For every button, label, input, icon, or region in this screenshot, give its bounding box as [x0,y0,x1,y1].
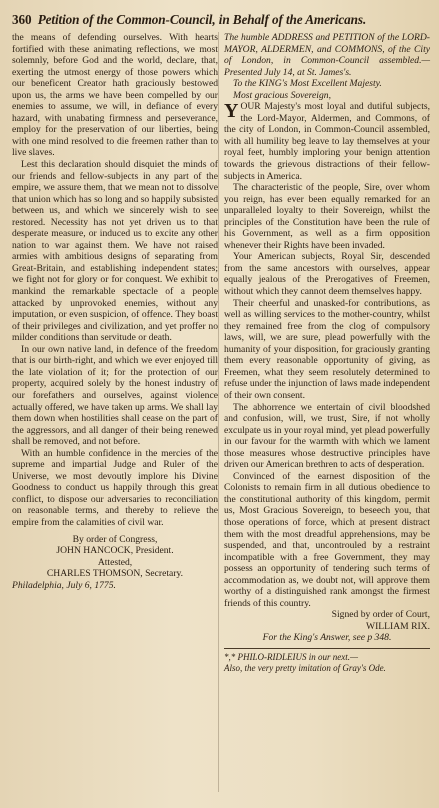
paragraph: Lest this declaration should disquiet the minds of our friends and fellow-subjects in any part of the empire, we assure them, that we mean not to dissolve that union which has so long and so happily subsisted between us, and which we sincerely wish to see restored. Necessity has not yet driven us to that desperate measure, or induced us to excite any other nation to war against them. We have not raised armies with ambitious designs of separating from Great-Britain, and establishing independent states; we fight not for glory or for conquest. We exhibit to mankind the remarkable spectacle of a people attacked by unprovoked enemies, without any imputation, or even suspicion, of offence. They boast of their privileges and civilization, and yet proffer no milder conditions than servitude or death. [12,159,218,344]
drop-cap: Y [224,100,239,123]
signed-line: Signed by order of Court, [331,609,430,621]
left-column [12,32,218,674]
page-title: Petition of the Common-Council, in Behalf of the Americans. [37,12,367,27]
paragraph: Their cheerful and unasked-for contributions, as well as willing services to the mother-country, whilst they remained free from the clog of compulsory laws, will, we are sure, plead powerfully with the humanity of your disposition, for graciously granting them every reasonable opportunity of giving, as Freemen, what they seem resolutely determined to refuse under the injunction of laws made independent of their own consent. [224,297,430,401]
paragraph: Convinced of the earnest disposition of the Colonists to remain firm in all dutious obedience to the constitutional authority of this kingdom, permit us, Most Gracious Sovereign, to beseech you, that those operations of force, which at present distract them with the most dreadful apprehensions, may be suspended, and that, uncontrouled by a restraint incompatible with a free Government, they may possess an opportunity of tendering such terms of accommodation as, we doubt not, will approve them worthy of a distinguished rank amongst the firmest friends of this country. [224,470,430,609]
petition-intro: The humble ADDRESS and PETITION of the LORD-MAYOR, ALDERMEN, and COMMONS, of the City of London, in Common-Council assembled.—Presented July 14, at St. James's. [224,32,430,78]
column-divider [218,32,219,792]
page-number: 360 [12,12,32,27]
paragraph-text: OUR Majesty's most loyal and dutiful subjects, the Lord-Mayor, Aldermen, and Commons, of the city of London, in Common-Council assembled, with all humility beg leave to lay themselves at your royal feet, humbly imploring your benign attention towards the grievous distractions of their fellow-subjects in America. [224,101,430,182]
rule-divider [224,648,430,649]
paragraph: The abhorrence we entertain of civil bloodshed and confusion, will, we trust, Sire, if not wholly exculpate us in your royal mind, yet plead powerfully in our favour for the warmth with which we lament those measures whose destructive principles have driven our American brethren to acts of desperation. [224,401,430,471]
signer-name: WILLIAM RIX. [366,620,430,632]
paragraph: In our own native land, in defence of the freedom that is our birth-right, and which we ever enjoyed till the late violation of it; for the protection of our property, acquired solely by the honest industry of our forefathers and ourselves, against violence actually offered, we have taken up arms. We shall lay them down when hostilities shall cease on the part of the aggressors, and all danger of their being renewed shall be removed, and not before. [12,343,218,448]
footnote-line: *,* PHILO-RIDLEIUS in our next.— [224,651,358,662]
first-paragraph [224,101,430,182]
paragraph: The characteristic of the people, Sire, over whom you reign, has ever been equally remarked for an unparalleled loyalty to their Sovereign, whilst the principles of the Constitution have been the rule of his Government, as well as a firm opposition whenever their Rights have been invaded. [224,182,430,251]
attested-name: CHARLES THOMSON, Secretary. [46,568,184,580]
page-header [12,12,431,28]
signature-block [12,534,218,592]
attested-label: Attested, [97,556,133,568]
paragraph: the means of defending ourselves. With hearts fortified with these animating reflections, we most solemnly, before God and the world, declare, that, exerting the utmost energy of those powers which our beneficent Creator hath graciously bestowed upon us, the arms we have been compelled by our enemies to assume, we will, in defiance of every hazard, with unabating firmness and perseverance, employ for the preservation of our liberties, being with one mind resolved to die freemen rather than to live slaves. [12,32,218,159]
salutation: Most gracious Sovereign, [233,89,331,101]
address-to: To the KING's Most Excellent Majesty. [233,78,382,90]
paragraph: With an humble confidence in the mercies of the supreme and impartial Judge and Ruler of the Universe, we most devoutly implore his Divine Goodness to conduct us happily through this great conflict, to dispose our adversaries to reconciliation on reasonable terms, and thereby to relieve the empire from the calamities of civil war. [12,447,218,528]
footnote-line: Also, the very pretty imitation of Gray's Ode. [224,662,386,673]
signature-order: By order of Congress, [72,533,158,545]
place-date: Philadelphia, July 6, 1775. [12,579,116,591]
signature-name: JOHN HANCOCK, President. [56,545,174,557]
answer-note: For the King's Answer, see p 348. [262,632,392,644]
paragraph: Your American subjects, Royal Sir, descended from the same ancestors with ourselves, appear equally jealous of the Prerogatives of Freemen, without which they cannot deem themselves happy. [224,251,430,298]
right-column [224,32,430,674]
